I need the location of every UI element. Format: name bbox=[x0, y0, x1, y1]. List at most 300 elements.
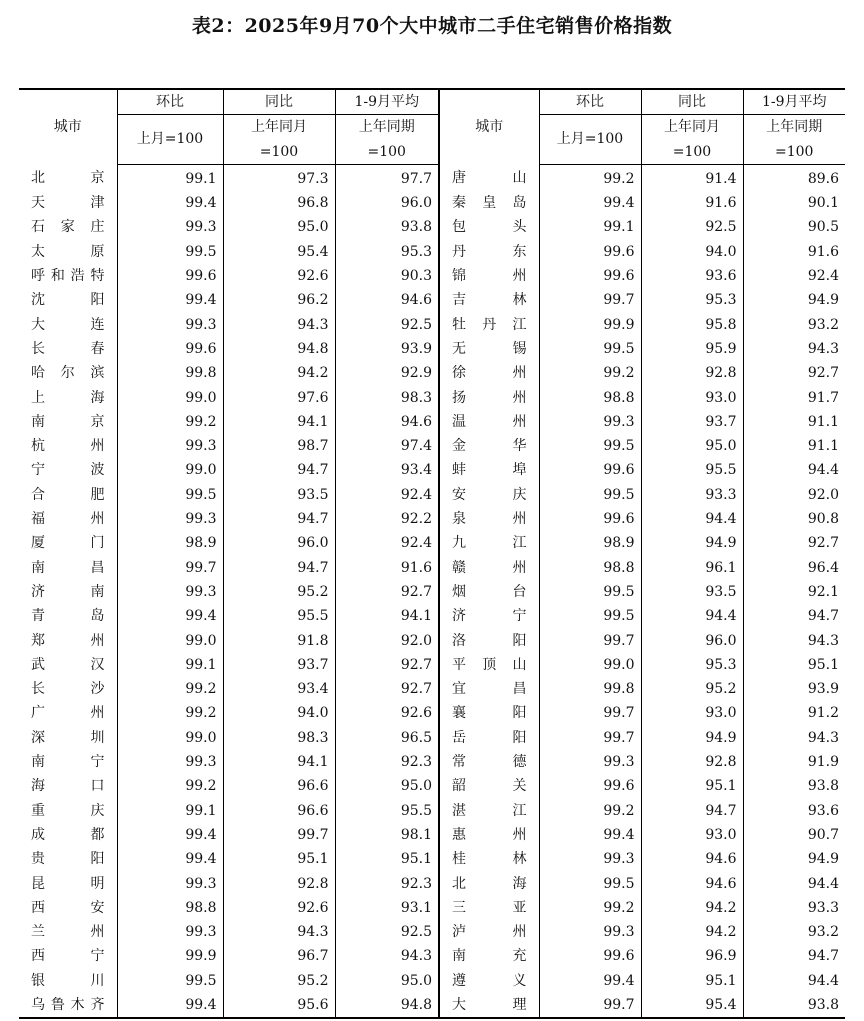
ytd-value: 92.7 bbox=[743, 361, 845, 385]
ytd-value: 94.1 bbox=[335, 604, 439, 628]
table-row bbox=[19, 556, 845, 580]
table-row bbox=[19, 944, 845, 968]
ytd-base: 上年同期 =100 bbox=[335, 115, 439, 165]
yoy-value: 94.7 bbox=[223, 458, 335, 482]
yoy-value: 97.6 bbox=[223, 386, 335, 410]
table-row bbox=[19, 701, 845, 725]
city-name: 包 头 bbox=[439, 215, 539, 239]
ytd-value: 97.4 bbox=[335, 434, 439, 458]
city-name: 金 华 bbox=[439, 434, 539, 458]
table-row bbox=[19, 215, 845, 239]
mom-value: 99.3 bbox=[539, 847, 641, 871]
yoy-value: 94.6 bbox=[641, 872, 743, 896]
mom-value: 98.8 bbox=[117, 896, 223, 920]
ytd-value: 94.6 bbox=[335, 288, 439, 312]
mom-value: 98.9 bbox=[117, 531, 223, 555]
city-name: 三 亚 bbox=[439, 896, 539, 920]
mom-value: 99.4 bbox=[117, 823, 223, 847]
mom-value: 99.2 bbox=[539, 361, 641, 385]
mom-value: 99.2 bbox=[539, 164, 641, 191]
ytd-value: 91.9 bbox=[743, 750, 845, 774]
mom-value: 99.5 bbox=[539, 580, 641, 604]
city-name: 合 肥 bbox=[31, 486, 105, 503]
mom-value: 99.8 bbox=[117, 361, 223, 385]
ytd-value: 95.3 bbox=[335, 240, 439, 264]
table-row bbox=[19, 337, 845, 361]
ytd-value: 95.0 bbox=[335, 969, 439, 993]
yoy-value: 96.0 bbox=[641, 629, 743, 653]
ytd-value: 93.8 bbox=[743, 993, 845, 1018]
mom-value: 99.3 bbox=[117, 872, 223, 896]
ytd-value: 94.3 bbox=[743, 726, 845, 750]
yoy-value: 94.7 bbox=[223, 507, 335, 531]
mom-value: 99.5 bbox=[539, 434, 641, 458]
yoy-value: 93.7 bbox=[223, 653, 335, 677]
yoy-value: 96.1 bbox=[641, 556, 743, 580]
yoy-value: 95.4 bbox=[641, 993, 743, 1018]
yoy-header-right: 同比 bbox=[641, 89, 743, 115]
yoy-value: 95.9 bbox=[641, 337, 743, 361]
city-name: 深 圳 bbox=[31, 729, 105, 746]
ytd-value: 93.2 bbox=[743, 920, 845, 944]
mom-value: 99.3 bbox=[117, 750, 223, 774]
yoy-value: 96.8 bbox=[223, 191, 335, 215]
yoy-value: 94.3 bbox=[223, 313, 335, 337]
city-name: 吉 林 bbox=[439, 288, 539, 312]
yoy-value: 94.9 bbox=[641, 531, 743, 555]
ytd-value: 95.5 bbox=[335, 799, 439, 823]
mom-value: 99.4 bbox=[539, 969, 641, 993]
city-name: 大 理 bbox=[439, 993, 539, 1018]
yoy-value: 94.9 bbox=[641, 726, 743, 750]
city-name: 南 充 bbox=[439, 944, 539, 968]
ytd-value: 90.5 bbox=[743, 215, 845, 239]
yoy-value: 93.6 bbox=[641, 264, 743, 288]
ytd-value: 92.0 bbox=[335, 629, 439, 653]
ytd-value: 92.2 bbox=[335, 507, 439, 531]
ytd-value: 93.4 bbox=[335, 458, 439, 482]
city-name: 银 川 bbox=[31, 972, 105, 989]
yoy-value: 96.7 bbox=[223, 944, 335, 968]
ytd-value: 94.9 bbox=[743, 288, 845, 312]
yoy-value: 94.2 bbox=[641, 920, 743, 944]
city-name: 太 原 bbox=[31, 243, 105, 260]
city-name: 西 宁 bbox=[31, 948, 105, 965]
ytd-value: 90.7 bbox=[743, 823, 845, 847]
city-name: 韶 关 bbox=[439, 774, 539, 798]
mom-value: 99.5 bbox=[117, 969, 223, 993]
city-name: 郑 州 bbox=[31, 632, 105, 649]
city-name: 南 昌 bbox=[31, 559, 105, 576]
city-name: 洛 阳 bbox=[439, 629, 539, 653]
yoy-value: 95.4 bbox=[223, 240, 335, 264]
city-name: 武 汉 bbox=[31, 656, 105, 673]
ytd-value: 94.3 bbox=[743, 337, 845, 361]
city-name: 哈尔滨 bbox=[31, 365, 105, 382]
ytd-value: 93.6 bbox=[743, 799, 845, 823]
yoy-value: 94.2 bbox=[641, 896, 743, 920]
city-name: 海 口 bbox=[31, 778, 105, 795]
yoy-value: 95.0 bbox=[641, 434, 743, 458]
yoy-value: 95.0 bbox=[223, 215, 335, 239]
city-name: 呼和浩特 bbox=[31, 268, 105, 285]
ytd-header-right: 1-9月平均 bbox=[743, 89, 845, 115]
city-name: 唐 山 bbox=[439, 164, 539, 191]
ytd-value: 94.3 bbox=[335, 944, 439, 968]
city-name: 沈 阳 bbox=[31, 292, 105, 309]
city-name: 安 庆 bbox=[439, 483, 539, 507]
city-name: 襄 阳 bbox=[439, 701, 539, 725]
city-name: 泉 州 bbox=[439, 507, 539, 531]
city-name: 烟 台 bbox=[439, 580, 539, 604]
city-name: 扬 州 bbox=[439, 386, 539, 410]
table-row bbox=[19, 191, 845, 215]
yoy-value: 96.0 bbox=[223, 531, 335, 555]
yoy-value: 91.4 bbox=[641, 164, 743, 191]
yoy-value: 94.8 bbox=[223, 337, 335, 361]
table-title: 表2：2025年9月70个大中城市二手住宅销售价格指数 bbox=[191, 15, 673, 37]
table-row bbox=[19, 872, 845, 896]
yoy-base: 上年同月 =100 bbox=[223, 115, 335, 165]
ytd-value: 95.1 bbox=[743, 653, 845, 677]
mom-value: 99.2 bbox=[539, 896, 641, 920]
yoy-value: 92.6 bbox=[223, 264, 335, 288]
ytd-value: 92.6 bbox=[335, 701, 439, 725]
mom-value: 99.7 bbox=[539, 288, 641, 312]
yoy-value: 95.2 bbox=[223, 969, 335, 993]
yoy-value: 93.3 bbox=[641, 483, 743, 507]
yoy-value: 92.8 bbox=[641, 750, 743, 774]
yoy-value: 95.2 bbox=[223, 580, 335, 604]
city-name: 赣 州 bbox=[439, 556, 539, 580]
table-row bbox=[19, 313, 845, 337]
city-name: 乌鲁木齐 bbox=[31, 996, 105, 1013]
city-name: 湛 江 bbox=[439, 799, 539, 823]
city-name: 惠 州 bbox=[439, 823, 539, 847]
ytd-value: 92.4 bbox=[743, 264, 845, 288]
ytd-value: 93.8 bbox=[743, 774, 845, 798]
mom-value: 99.4 bbox=[117, 604, 223, 628]
table-row bbox=[19, 483, 845, 507]
table-row bbox=[19, 799, 845, 823]
mom-value: 99.0 bbox=[117, 629, 223, 653]
ytd-value: 92.3 bbox=[335, 750, 439, 774]
ytd-value: 93.9 bbox=[335, 337, 439, 361]
city-name: 青 岛 bbox=[31, 608, 105, 625]
ytd-header: 1-9月平均 bbox=[335, 89, 439, 115]
mom-value: 99.0 bbox=[117, 458, 223, 482]
city-header: 城市 bbox=[53, 119, 82, 136]
mom-base-right: 上月=100 bbox=[539, 115, 641, 165]
yoy-value: 93.0 bbox=[641, 701, 743, 725]
yoy-value: 94.0 bbox=[223, 701, 335, 725]
table-row bbox=[19, 823, 845, 847]
mom-value: 99.6 bbox=[539, 458, 641, 482]
ytd-value: 94.7 bbox=[743, 604, 845, 628]
yoy-value: 95.8 bbox=[641, 313, 743, 337]
ytd-value: 93.3 bbox=[743, 896, 845, 920]
city-name: 无 锡 bbox=[439, 337, 539, 361]
mom-value: 99.8 bbox=[539, 677, 641, 701]
ytd-value: 92.7 bbox=[335, 677, 439, 701]
mom-value: 99.3 bbox=[117, 313, 223, 337]
mom-value: 99.7 bbox=[539, 701, 641, 725]
yoy-value: 94.7 bbox=[223, 556, 335, 580]
yoy-value: 92.8 bbox=[223, 872, 335, 896]
city-name: 济 南 bbox=[31, 583, 105, 600]
mom-value: 99.1 bbox=[539, 215, 641, 239]
yoy-value: 95.2 bbox=[641, 677, 743, 701]
city-name: 九 江 bbox=[439, 531, 539, 555]
yoy-value: 95.3 bbox=[641, 288, 743, 312]
mom-value: 99.7 bbox=[117, 556, 223, 580]
mom-value: 99.4 bbox=[539, 823, 641, 847]
yoy-value: 95.1 bbox=[641, 774, 743, 798]
table-row bbox=[19, 386, 845, 410]
mom-value: 99.3 bbox=[539, 750, 641, 774]
yoy-value: 93.5 bbox=[641, 580, 743, 604]
mom-value: 98.8 bbox=[539, 556, 641, 580]
mom-value: 99.5 bbox=[539, 872, 641, 896]
ytd-value: 95.0 bbox=[335, 774, 439, 798]
ytd-value: 96.5 bbox=[335, 726, 439, 750]
table-row bbox=[19, 604, 845, 628]
table-row bbox=[19, 580, 845, 604]
city-name: 广 州 bbox=[31, 705, 105, 722]
city-name: 厦 门 bbox=[31, 535, 105, 552]
mom-value: 99.3 bbox=[117, 434, 223, 458]
ytd-base-right: 上年同期 =100 bbox=[743, 115, 845, 165]
city-name: 成 都 bbox=[31, 826, 105, 843]
table-row bbox=[19, 164, 845, 191]
yoy-value: 92.8 bbox=[641, 361, 743, 385]
ytd-value: 92.7 bbox=[335, 580, 439, 604]
city-name: 西 安 bbox=[31, 899, 105, 916]
yoy-value: 96.6 bbox=[223, 799, 335, 823]
mom-value: 99.6 bbox=[117, 337, 223, 361]
city-name: 蚌 埠 bbox=[439, 458, 539, 482]
yoy-value: 91.8 bbox=[223, 629, 335, 653]
city-name: 杭 州 bbox=[31, 438, 105, 455]
mom-value: 99.3 bbox=[117, 580, 223, 604]
table-row bbox=[19, 726, 845, 750]
mom-value: 99.9 bbox=[117, 944, 223, 968]
city-name: 丹 东 bbox=[439, 240, 539, 264]
city-name: 天 津 bbox=[31, 195, 105, 212]
city-name: 泸 州 bbox=[439, 920, 539, 944]
yoy-value: 98.7 bbox=[223, 434, 335, 458]
mom-value: 99.5 bbox=[539, 337, 641, 361]
mom-header: 环比 bbox=[117, 89, 223, 115]
mom-value: 99.3 bbox=[117, 507, 223, 531]
ytd-value: 92.4 bbox=[335, 531, 439, 555]
city-name: 石家庄 bbox=[31, 219, 105, 236]
yoy-value: 96.9 bbox=[641, 944, 743, 968]
ytd-value: 93.2 bbox=[743, 313, 845, 337]
city-name: 锦 州 bbox=[439, 264, 539, 288]
table-row bbox=[19, 774, 845, 798]
mom-value: 99.5 bbox=[117, 483, 223, 507]
mom-value: 99.5 bbox=[539, 483, 641, 507]
mom-value: 99.2 bbox=[117, 774, 223, 798]
yoy-value: 95.5 bbox=[641, 458, 743, 482]
mom-value: 99.7 bbox=[539, 629, 641, 653]
table-row bbox=[19, 896, 845, 920]
table-row bbox=[19, 993, 845, 1018]
mom-value: 99.0 bbox=[117, 726, 223, 750]
yoy-value: 94.4 bbox=[641, 604, 743, 628]
yoy-value: 99.7 bbox=[223, 823, 335, 847]
mom-value: 99.3 bbox=[539, 410, 641, 434]
city-name: 桂 林 bbox=[439, 847, 539, 871]
yoy-value: 93.5 bbox=[223, 483, 335, 507]
yoy-value: 93.7 bbox=[641, 410, 743, 434]
yoy-value: 95.6 bbox=[223, 993, 335, 1018]
table-row bbox=[19, 434, 845, 458]
ytd-value: 91.6 bbox=[335, 556, 439, 580]
table-row bbox=[19, 750, 845, 774]
mom-value: 99.6 bbox=[117, 264, 223, 288]
table-row bbox=[19, 653, 845, 677]
ytd-value: 98.1 bbox=[335, 823, 439, 847]
table-row bbox=[19, 677, 845, 701]
ytd-value: 91.6 bbox=[743, 240, 845, 264]
yoy-value: 94.7 bbox=[641, 799, 743, 823]
mom-value: 99.3 bbox=[539, 920, 641, 944]
city-name: 长 沙 bbox=[31, 681, 105, 698]
mom-value: 99.5 bbox=[539, 604, 641, 628]
yoy-value: 94.0 bbox=[641, 240, 743, 264]
yoy-value: 96.2 bbox=[223, 288, 335, 312]
mom-value: 99.7 bbox=[539, 993, 641, 1018]
mom-value: 98.8 bbox=[539, 386, 641, 410]
mom-value: 99.1 bbox=[117, 653, 223, 677]
city-name: 牡丹江 bbox=[439, 313, 539, 337]
mom-header-right: 环比 bbox=[539, 89, 641, 115]
mom-value: 99.2 bbox=[117, 410, 223, 434]
header-row-2 bbox=[19, 115, 845, 165]
yoy-value: 92.5 bbox=[641, 215, 743, 239]
ytd-value: 92.3 bbox=[335, 872, 439, 896]
city-name: 福 州 bbox=[31, 511, 105, 528]
ytd-value: 92.1 bbox=[743, 580, 845, 604]
ytd-value: 94.8 bbox=[335, 993, 439, 1018]
ytd-value: 96.0 bbox=[335, 191, 439, 215]
table-row bbox=[19, 847, 845, 871]
mom-value: 99.6 bbox=[539, 264, 641, 288]
ytd-value: 93.8 bbox=[335, 215, 439, 239]
mom-value: 99.4 bbox=[117, 847, 223, 871]
table-row bbox=[19, 507, 845, 531]
city-name: 南 宁 bbox=[31, 754, 105, 771]
city-name: 北 京 bbox=[31, 169, 105, 186]
ytd-value: 94.4 bbox=[743, 458, 845, 482]
mom-base: 上月=100 bbox=[117, 115, 223, 165]
city-name: 南 京 bbox=[31, 413, 105, 430]
mom-value: 99.4 bbox=[117, 191, 223, 215]
city-name: 徐 州 bbox=[439, 361, 539, 385]
mom-value: 99.6 bbox=[539, 774, 641, 798]
yoy-value: 97.3 bbox=[223, 164, 335, 191]
mom-value: 99.5 bbox=[117, 240, 223, 264]
yoy-value: 96.6 bbox=[223, 774, 335, 798]
city-header-right: 城市 bbox=[439, 89, 539, 164]
mom-value: 99.6 bbox=[539, 507, 641, 531]
table-row bbox=[19, 531, 845, 555]
yoy-value: 94.6 bbox=[641, 847, 743, 871]
yoy-value: 91.6 bbox=[641, 191, 743, 215]
ytd-value: 92.5 bbox=[335, 920, 439, 944]
ytd-value: 94.4 bbox=[743, 969, 845, 993]
table-row bbox=[19, 969, 845, 993]
mom-value: 99.1 bbox=[117, 799, 223, 823]
city-name: 长 春 bbox=[31, 340, 105, 357]
yoy-value: 92.6 bbox=[223, 896, 335, 920]
city-name: 重 庆 bbox=[31, 802, 105, 819]
yoy-value: 93.0 bbox=[641, 823, 743, 847]
yoy-value: 98.3 bbox=[223, 726, 335, 750]
yoy-value: 95.5 bbox=[223, 604, 335, 628]
yoy-header: 同比 bbox=[223, 89, 335, 115]
yoy-value: 93.0 bbox=[641, 386, 743, 410]
table-row bbox=[19, 240, 845, 264]
city-name: 常 德 bbox=[439, 750, 539, 774]
mom-value: 99.0 bbox=[117, 386, 223, 410]
city-name: 温 州 bbox=[439, 410, 539, 434]
mom-value: 99.6 bbox=[539, 240, 641, 264]
table-row bbox=[19, 920, 845, 944]
city-name: 昆 明 bbox=[31, 875, 105, 892]
city-name: 宜 昌 bbox=[439, 677, 539, 701]
ytd-value: 90.1 bbox=[743, 191, 845, 215]
ytd-value: 91.7 bbox=[743, 386, 845, 410]
mom-value: 99.3 bbox=[117, 920, 223, 944]
city-name: 济 宁 bbox=[439, 604, 539, 628]
mom-value: 99.7 bbox=[539, 726, 641, 750]
city-name: 兰 州 bbox=[31, 924, 105, 941]
table-row bbox=[19, 264, 845, 288]
mom-value: 99.6 bbox=[539, 944, 641, 968]
table-row bbox=[19, 288, 845, 312]
city-name: 岳 阳 bbox=[439, 726, 539, 750]
mom-value: 99.4 bbox=[117, 993, 223, 1018]
ytd-value: 93.9 bbox=[743, 677, 845, 701]
city-name: 大 连 bbox=[31, 316, 105, 333]
city-name: 上 海 bbox=[31, 389, 105, 406]
price-index-table bbox=[19, 88, 845, 1019]
header-row-1 bbox=[19, 89, 845, 115]
ytd-value: 94.9 bbox=[743, 847, 845, 871]
mom-value: 98.9 bbox=[539, 531, 641, 555]
table-row bbox=[19, 629, 845, 653]
city-name: 遵 义 bbox=[439, 969, 539, 993]
mom-value: 99.1 bbox=[117, 164, 223, 191]
ytd-value: 92.7 bbox=[335, 653, 439, 677]
ytd-value: 92.7 bbox=[743, 531, 845, 555]
ytd-value: 90.8 bbox=[743, 507, 845, 531]
ytd-value: 92.4 bbox=[335, 483, 439, 507]
mom-value: 99.2 bbox=[117, 701, 223, 725]
ytd-value: 97.7 bbox=[335, 164, 439, 191]
city-name: 平顶山 bbox=[439, 653, 539, 677]
yoy-value: 94.1 bbox=[223, 410, 335, 434]
yoy-value: 94.3 bbox=[223, 920, 335, 944]
ytd-value: 91.1 bbox=[743, 410, 845, 434]
mom-value: 99.4 bbox=[117, 288, 223, 312]
yoy-value: 93.4 bbox=[223, 677, 335, 701]
yoy-value: 94.2 bbox=[223, 361, 335, 385]
table-row bbox=[19, 458, 845, 482]
